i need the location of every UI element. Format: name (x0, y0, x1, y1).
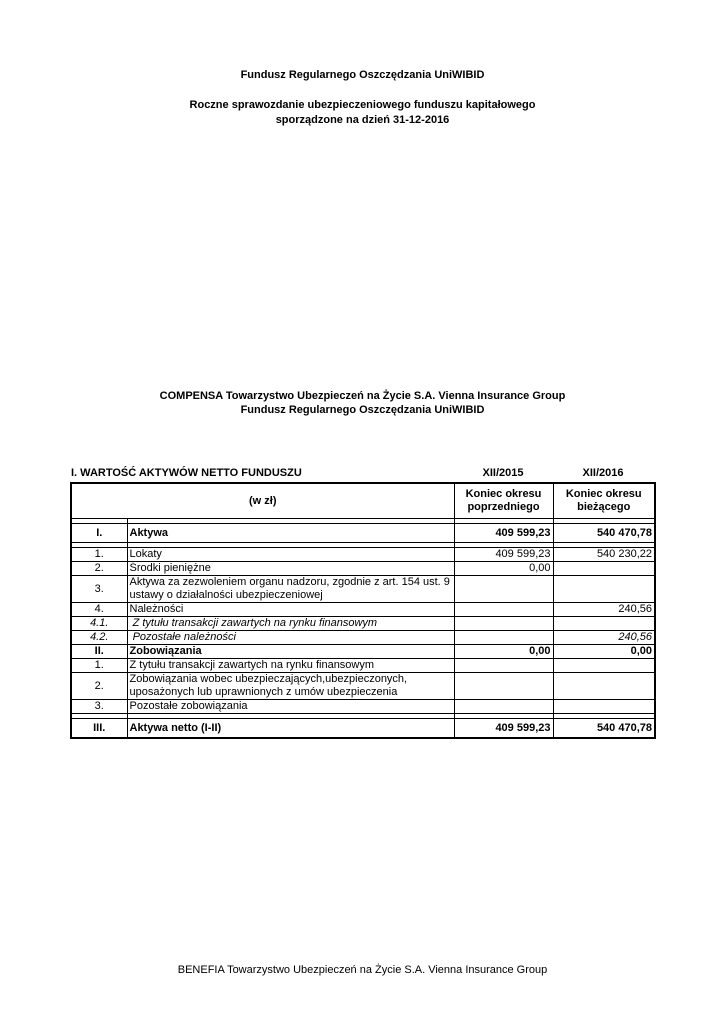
report-date: sporządzone na dzień 31-12-2016 (275, 114, 450, 126)
row-curr-value (553, 576, 655, 603)
row-number: 1. (71, 659, 127, 673)
row-prev-value (454, 673, 553, 700)
row-prev-value: 0,00 (454, 562, 553, 576)
row-curr-value (553, 673, 655, 700)
page-footer: BENEFIA Towarzystwo Ubezpieczeń na Życie S.A. Vienna Insurance Group (177, 964, 548, 976)
row-label: Aktywa (127, 524, 454, 543)
row-curr-value: 0,00 (553, 645, 655, 659)
row-curr-value: 540 470,78 (553, 524, 655, 543)
table-row (71, 576, 655, 603)
row-label: Z tytułu transakcji zawartych na rynku finansowym (127, 659, 454, 673)
row-number: 3. (71, 576, 127, 603)
table-row (71, 631, 655, 645)
row-curr-value (553, 617, 655, 631)
fund-name-heading: Fundusz Regularnego Oszczędzania UniWIBID (240, 69, 485, 81)
curr-period-header: Koniec okresu bieżącego (553, 483, 655, 519)
row-label (127, 631, 454, 645)
report-title: Roczne sprawozdanie ubezpieczeniowego funduszu kapitałowego (189, 99, 536, 111)
row-label: Pozostałe zobowiązania (127, 700, 454, 714)
row-label-text: Z tytułu transakcji zawartych na rynku finansowym (132, 617, 378, 629)
row-number: II. (71, 645, 127, 659)
table-row (71, 700, 655, 714)
row-prev-value: 409 599,23 (454, 719, 553, 739)
row-number: 4.2. (71, 631, 127, 645)
table-row (71, 719, 655, 739)
row-label: Należności (127, 603, 454, 617)
prev-period-header: Koniec okresu poprzedniego (454, 483, 553, 519)
table-row (71, 673, 655, 700)
row-label: Zobowiązania wobec ubezpieczających,ubezpieczonych, uposażonych lub uprawnionych z umów ubezpieczenia (127, 673, 454, 700)
row-prev-value (454, 603, 553, 617)
section-title: I. WARTOŚĆ AKTYWÓW NETTO FUNDUSZU (71, 467, 302, 479)
row-label: Środki pieniężne (127, 562, 454, 576)
row-label: Aktywa za zezwoleniem organu nadzoru, zgodnie z art. 154 ust. 9 ustawy o działalności ubezpieczeniowej (127, 576, 454, 603)
company-fund-name: Fundusz Regularnego Oszczędzania UniWIBID (240, 404, 485, 416)
net-assets-table (70, 482, 656, 739)
row-number: 4.1. (71, 617, 127, 631)
table-row (71, 645, 655, 659)
row-curr-value (553, 659, 655, 673)
section-header (71, 466, 653, 480)
row-number: 2. (71, 562, 127, 576)
table-row (71, 617, 655, 631)
table-row (71, 603, 655, 617)
curr-period-label: XII/2016 (582, 467, 624, 479)
row-prev-value (454, 576, 553, 603)
row-label: Aktywa netto (I-II) (127, 719, 454, 739)
table-header-row (71, 483, 655, 519)
row-number: I. (71, 524, 127, 543)
row-number: 1. (71, 548, 127, 562)
row-prev-value (454, 617, 553, 631)
row-label-text: Pozostałe należności (132, 631, 236, 643)
table-row (71, 659, 655, 673)
table-row (71, 562, 655, 576)
row-prev-value: 409 599,23 (454, 548, 553, 562)
row-number: 3. (71, 700, 127, 714)
row-label (127, 617, 454, 631)
row-curr-value (553, 700, 655, 714)
company-name: COMPENSA Towarzystwo Ubezpieczeń na Życie S.A. Vienna Insurance Group (159, 390, 566, 402)
row-prev-value (454, 700, 553, 714)
row-number: 4. (71, 603, 127, 617)
row-number: 2. (71, 673, 127, 700)
row-label: Zobowiązania (127, 645, 454, 659)
table-row (71, 548, 655, 562)
row-prev-value: 0,00 (454, 645, 553, 659)
row-prev-value: 409 599,23 (454, 524, 553, 543)
row-number: III. (71, 719, 127, 739)
table-row (71, 524, 655, 543)
row-curr-value (553, 562, 655, 576)
row-curr-value: 240,56 (553, 603, 655, 617)
row-prev-value (454, 631, 553, 645)
row-curr-value: 540 230,22 (553, 548, 655, 562)
row-label: Lokaty (127, 548, 454, 562)
unit-label: (w zł) (71, 483, 454, 519)
prev-period-label: XII/2015 (482, 467, 524, 479)
row-prev-value (454, 659, 553, 673)
row-curr-value: 540 470,78 (553, 719, 655, 739)
row-curr-value: 240,56 (553, 631, 655, 645)
